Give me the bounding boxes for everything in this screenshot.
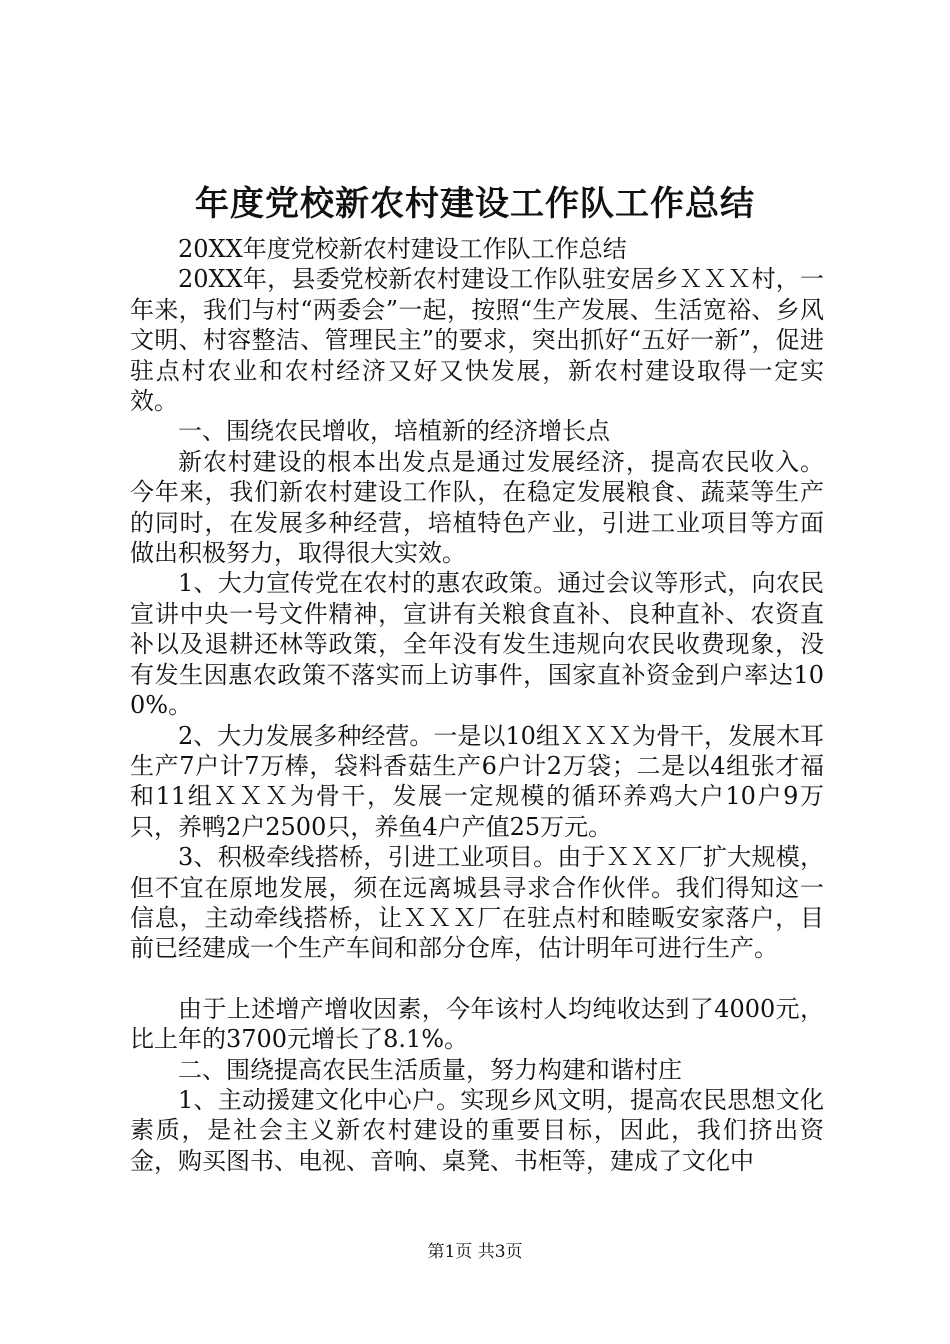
- document-body: [130, 234, 824, 1176]
- paragraph-intro: 20XX年，县委党校新农村建设工作队驻安居乡ＸＸＸ村，一年来，我们与村“两委会”一起，按照“生产发展、生活宽裕、乡风文明、村容整洁、管理民主”的要求，突出抓好“五好一新”，促进驻点村农业和农村经济又好又快发展，新农村建设取得一定实效。: [130, 265, 824, 416]
- document-title: 年度党校新农村建设工作队工作总结: [195, 184, 755, 224]
- page-number-footer: 第1页 共3页: [427, 1242, 523, 1262]
- section-heading-1: 一、围绕农民增收，培植新的经济增长点: [178, 417, 610, 446]
- paragraph-subtitle: 20XX年度党校新农村建设工作队工作总结: [178, 235, 627, 263]
- paragraph-item-3: 3、积极牵线搭桥，引进工业项目。由于ＸＸＸ厂扩大规模，但不宜在原地发展，须在远离城县寻求合作伙伴。我们得知这一信息，主动牵线搭桥，让ＸＸＸ厂在驻点村和睦畈安家落户，目前已经建成一个生产车间和部分仓库，估计明年可进行生产。: [130, 843, 824, 963]
- paragraph-section-2-item-1: 1、主动援建文化中心户。实现乡风文明，提高农民思想文化素质，是社会主义新农村建设的重要目标，因此，我们挤出资金，购买图书、电视、音响、桌凳、书柜等，建成了文化中: [130, 1085, 824, 1175]
- paragraph-item-1: 1、大力宣传党在农村的惠农政策。通过会议等形式，向农民宣讲中央一号文件精神，宣讲有关粮食直补、良种直补、农资直补以及退耕还林等政策，全年没有发生违规向农民收费现象，没有发生因惠农政策不落实而上访事件，国家直补资金到户率达100%。: [130, 569, 824, 720]
- paragraph-income-summary: 由于上述增产增收因素，今年该村人均纯收达到了4000元，比上年的3700元增长了8.1%。: [130, 994, 824, 1054]
- paragraph-item-2: 2、大力发展多种经营。一是以10组ＸＸＸ为骨干，发展木耳生产7户计7万棒，袋料香菇生产6户计2万袋；二是以4组张才福和11组ＸＸＸ为骨干，发展一定规模的循环养鸡大户10户9万只，养鸭2户2500只，养鱼4户产值25万元。: [130, 721, 824, 841]
- section-heading-2: 二、围绕提高农民生活质量，努力构建和谐村庄: [178, 1055, 682, 1084]
- paragraph-section-1-intro: 新农村建设的根本出发点是通过发展经济，提高农民收入。今年来，我们新农村建设工作队，在稳定发展粮食、蔬菜等生产的同时，在发展多种经营，培植特色产业，引进工业项目等方面做出积极努力，取得很大实效。: [130, 447, 824, 568]
